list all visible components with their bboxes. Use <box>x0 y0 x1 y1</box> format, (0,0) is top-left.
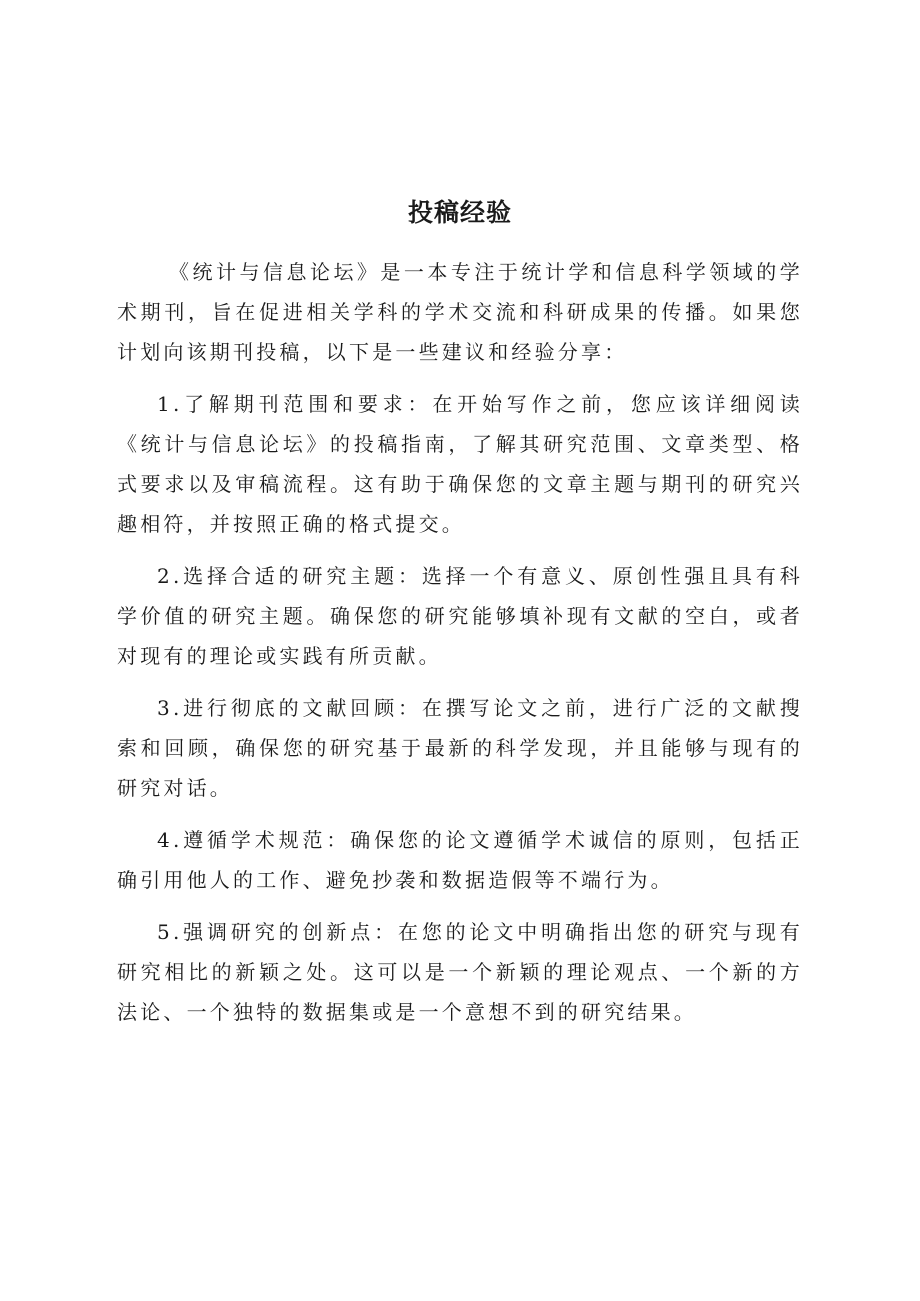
list-item <box>117 688 803 808</box>
list-item <box>117 912 803 1032</box>
item-text: .强调研究的创新点：在您的论文中明确指出您的研究与现有研究相比的新颖之处。这可以是一个新颖的理论观点、一个新的方法论、一个独特的数据集或是一个意想不到的研究结果。 <box>117 920 803 1024</box>
item-text: .遵循学术规范：确保您的论文遵循学术诚信的原则，包括正确引用他人的工作、避免抄袭和数据造假等不端行为。 <box>117 828 803 892</box>
item-text: .了解期刊范围和要求：在开始写作之前，您应该详细阅读《统计与信息论坛》的投稿指南，了解其研究范围、文章类型、格式要求以及审稿流程。这有助于确保您的文章主题与期刊的研究兴趣相符，并按照正确的格式提交。 <box>117 392 803 536</box>
list-item <box>117 384 803 544</box>
item-number: 1 <box>157 392 173 416</box>
intro-paragraph: 《统计与信息论坛》是一本专注于统计学和信息科学领域的学术期刊，旨在促进相关学科的学术交流和科研成果的传播。如果您计划向该期刊投稿，以下是一些建议和经验分享： <box>117 260 803 364</box>
document-body <box>117 252 803 1044</box>
item-text: .选择合适的研究主题：选择一个有意义、原创性强且具有科学价值的研究主题。确保您的研究能够填补现有文献的空白，或者对现有的理论或实践有所贡献。 <box>117 564 803 668</box>
page-title: 投稿经验 <box>407 198 512 227</box>
item-number: 3 <box>157 696 173 720</box>
item-number: 4 <box>157 828 173 852</box>
item-text: .进行彻底的文献回顾：在撰写论文之前，进行广泛的文献搜索和回顾，确保您的研究基于最新的科学发现，并且能够与现有的研究对话。 <box>117 696 803 800</box>
list-item <box>117 556 803 676</box>
item-number: 5 <box>157 920 173 944</box>
item-number: 2 <box>157 564 173 588</box>
list-item <box>117 820 803 900</box>
